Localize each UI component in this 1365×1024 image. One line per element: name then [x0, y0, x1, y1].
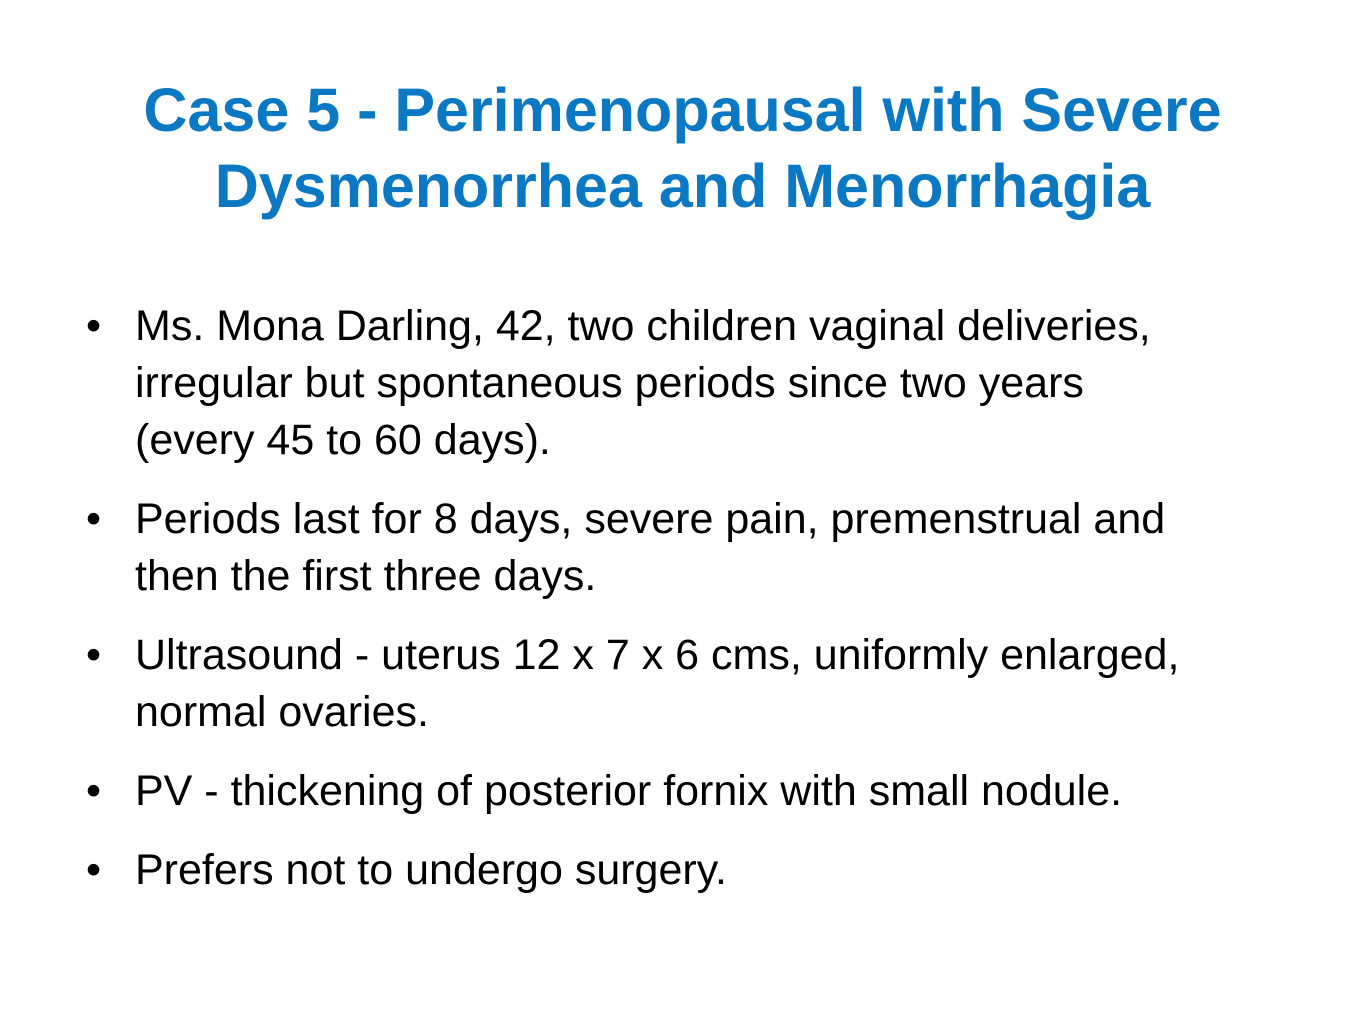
bullet-text-line: (every 45 to 60 days).	[135, 416, 551, 464]
bullet-item	[0, 298, 1365, 469]
slide-title	[60, 72, 1305, 224]
bullet-item	[0, 627, 1365, 741]
bullet-marker: •	[86, 631, 102, 679]
bullet-marker: •	[86, 495, 102, 543]
bullet-text-line: Ms. Mona Darling, 42, two children vaginal deliveries,	[135, 302, 1151, 350]
bullet-text-line: Prefers not to undergo surgery.	[135, 846, 727, 894]
slide-title-line: Dysmenorrhea and Menorrhagia	[214, 152, 1151, 220]
bullet-item	[0, 763, 1365, 820]
bullet-text-line: Periods last for 8 days, severe pain, premenstrual and	[135, 495, 1166, 543]
bullet-text-line: then the first three days.	[135, 552, 597, 600]
bullet-text-line: normal ovaries.	[135, 688, 429, 736]
slide-title-line: Case 5 - Perimenopausal with Severe	[143, 76, 1222, 144]
bullet-item	[0, 842, 1365, 899]
bullet-item	[0, 491, 1365, 605]
bullet-text-line: irregular but spontaneous periods since two years	[135, 359, 1084, 407]
bullet-marker: •	[86, 846, 102, 894]
bullet-list	[0, 298, 1365, 921]
bullet-marker: •	[86, 302, 102, 350]
bullet-marker: •	[86, 767, 102, 815]
bullet-text-line: PV - thickening of posterior fornix with small nodule.	[135, 767, 1123, 815]
bullet-text-line: Ultrasound - uterus 12 x 7 x 6 cms, uniformly enlarged,	[135, 631, 1180, 679]
